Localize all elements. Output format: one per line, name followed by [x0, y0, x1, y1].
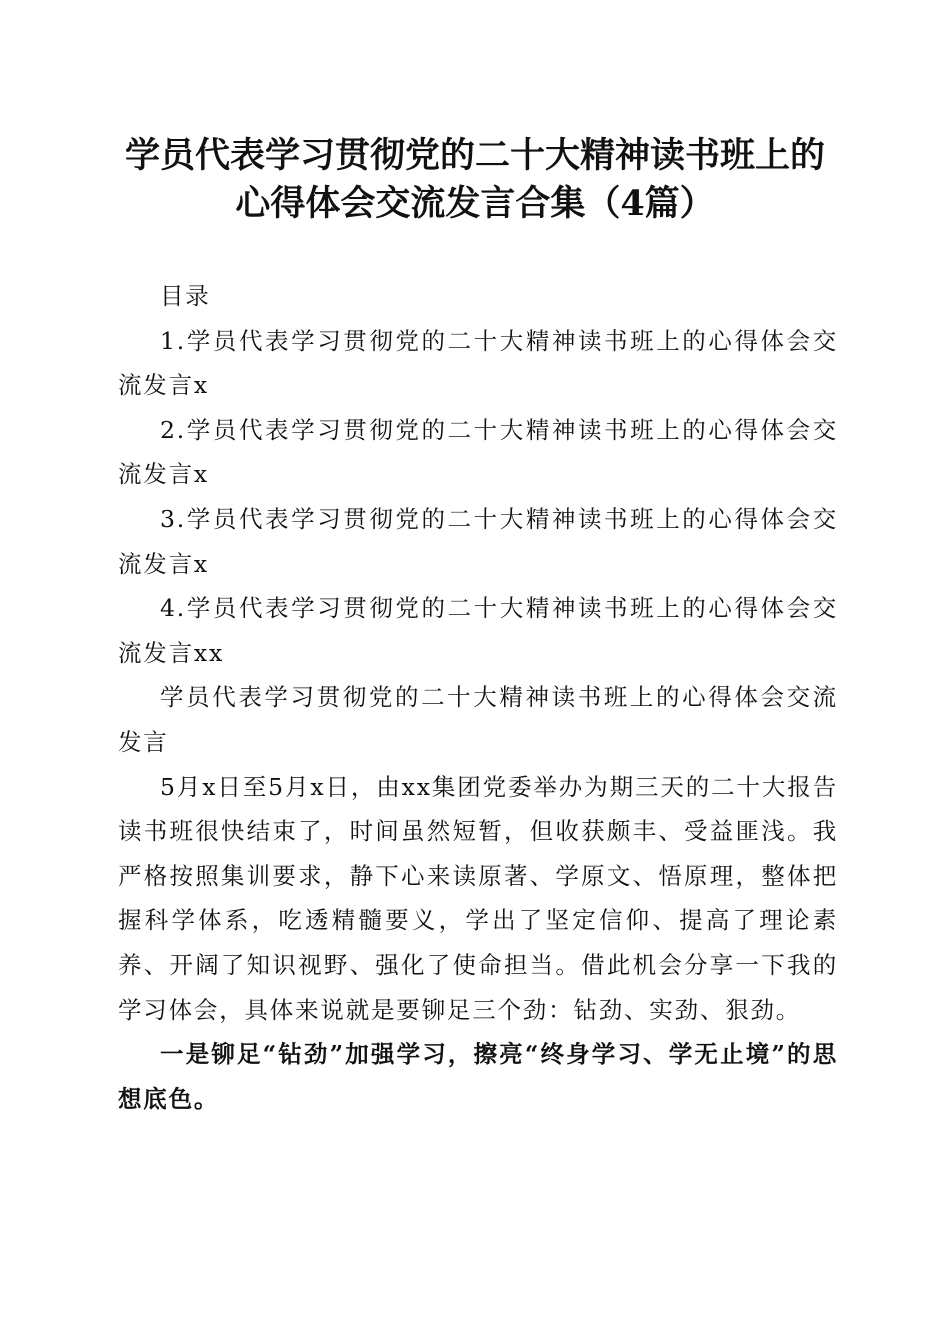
- toc-item-1: 1.学员代表学习贯彻党的二十大精神读书班上的心得体会交流发言x: [118, 326, 838, 400]
- toc-item-3: 3.学员代表学习贯彻党的二十大精神读书班上的心得体会交流发言x: [118, 504, 838, 578]
- document-body: [118, 274, 838, 1121]
- section-title: 学员代表学习贯彻党的二十大精神读书班上的心得体会交流发言: [118, 683, 838, 756]
- toc-item-2: 2.学员代表学习贯彻党的二十大精神读书班上的心得体会交流发言x: [118, 415, 838, 489]
- title-line-1: 学员代表学习贯彻党的二十大精神读书班上的: [124, 135, 825, 176]
- document-title: [100, 132, 850, 228]
- title-line-2: 心得体会交流发言合集（4篇）: [235, 183, 715, 224]
- toc-item-4: 4.学员代表学习贯彻党的二十大精神读书班上的心得体会交流发言xx: [118, 594, 838, 667]
- body-paragraph: 5月x日至5月x日，由xx集团党委举办为期三天的二十大报告读书班很快结束了，时间虽然短暂，但收获颇丰、受益匪浅。我严格按照集训要求，静下心来读原著、学原文、悟原理，整体把握科学体系，吃透精髓要义，学出了坚定信仰、提高了理论素养、开阔了知识视野、强化了使命担当。借此机会分享一下我的学习体会，具体来说就是要铆足三个劲：钻劲、实劲、狠劲。: [118, 772, 838, 1024]
- point-one-heading: 一是铆足“钻劲”加强学习，擦亮“终身学习、学无止境”的思想底色。: [118, 1040, 838, 1113]
- toc-heading: 目录: [160, 282, 211, 310]
